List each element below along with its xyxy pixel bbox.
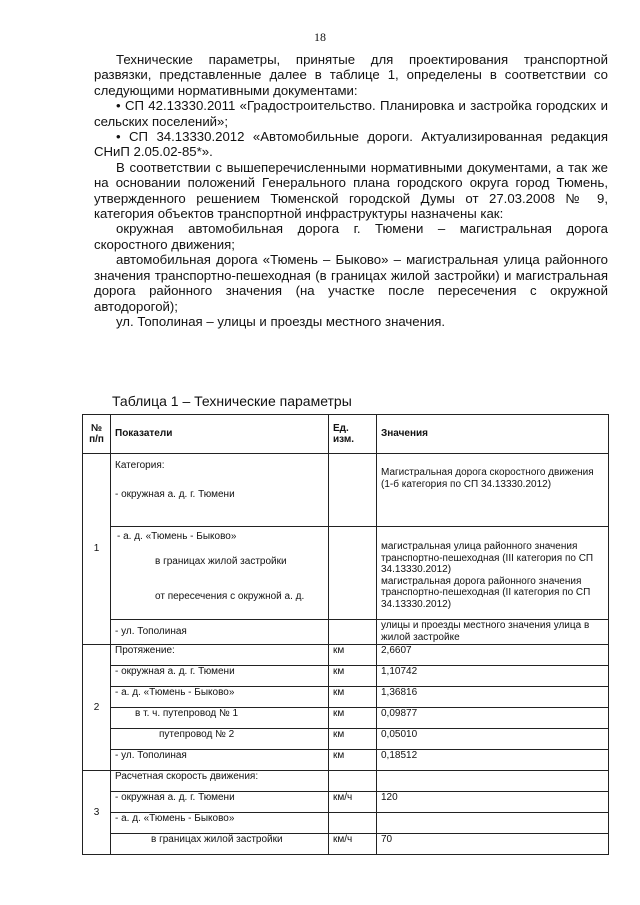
cell-value [377,454,609,527]
table-row [83,708,609,729]
cell-unit: км [329,666,377,687]
group-1-r5-label: - ул. Тополиная [115,626,187,637]
cell-value: 2,6607 [377,645,609,666]
cell-unit: км [329,687,377,708]
cell-value: 0,05010 [377,729,609,750]
table-row [83,813,609,834]
cell-unit [329,527,377,620]
group-1-title: Категория: [115,460,165,471]
cell-label: - а. д. «Тюмень - Быково» [111,813,329,834]
cell-label: - ул. Тополиная [111,750,329,771]
header-value: Значения [377,415,609,454]
cell-value: 1,36816 [377,687,609,708]
paragraph-tyumen-bykovo: автомобильная дорога «Тюмень – Быково» – магистральная улица районного значения транспортно-пешеходная (в границах жилой застройки) и магистральная дорога районного значения (на участке после пересечения с окружной автодорогой); [94,252,608,314]
group-3-num: 3 [83,771,111,855]
group-1-r1-value: Магистральная дорога скоростного движения (1-б категория по СП 34.13330.2012) [381,467,594,490]
cell-unit [329,620,377,645]
cell-label [111,527,329,620]
cell-unit [329,813,377,834]
cell-unit [329,454,377,527]
paragraph-topolinaya: ул. Тополиная – улицы и проезды местного значения. [116,313,446,329]
group-1-r3-label: в границах жилой застройки [155,555,287,567]
header-num: № п/п [83,415,111,454]
table-row [83,666,609,687]
table-row [83,792,609,813]
cell-value: 120 [377,792,609,813]
group-1-num: 1 [83,454,111,645]
cell-label: в границах жилой застройки [111,834,329,855]
table-row [83,687,609,708]
group-1-r2-label: - а. д. «Тюмень - Быково» [117,531,237,542]
table-row [83,750,609,771]
cell-value [377,771,609,792]
paragraph-ring-road: окружная автомобильная дорога г. Тюмени – магистральная дорога скоростного движения; [94,221,608,252]
parameters-table [82,414,609,855]
cell-label: путепровод № 2 [111,729,329,750]
table-row [83,527,609,620]
table-row [83,771,609,792]
cell-label: Протяжение: [111,645,329,666]
table-row [83,834,609,855]
cell-label [111,454,329,527]
body-text [94,52,608,329]
cell-unit: км [329,645,377,666]
cell-unit: км [329,729,377,750]
cell-value: 0,09877 [377,708,609,729]
cell-value [377,813,609,834]
cell-label: Расчетная скорость движения: [111,771,329,792]
cell-unit: км/ч [329,792,377,813]
cell-label: в т. ч. путепровод № 1 [111,708,329,729]
group-2-num: 2 [83,645,111,771]
cell-unit [329,771,377,792]
table-header-row [83,415,609,454]
group-1-r1-label: - окружная а. д. г. Тюмени [115,488,235,500]
table-row [83,620,609,645]
group-1-r4-value: магистральная дорога районного значения транспортно-пешеходная (II категория по СП 34.13330.2012) [381,575,591,610]
cell-value: 1,10742 [377,666,609,687]
cell-unit: км/ч [329,834,377,855]
paragraph-sp42: • СП 42.13330.2011 «Градостроительство. Планировка и застройка городских и сельских поселений»; [94,98,608,129]
header-indicator: Показатели [111,415,329,454]
page-number: 18 [314,30,326,44]
cell-label: - окружная а. д. г. Тюмени [111,792,329,813]
header-unit: Ед. изм. [329,415,377,454]
paragraph-basis: В соответствии с вышеперечисленными нормативными документами, а так же на основании положений Генерального плана городского округа город Тюмень, утвержденного решением Тюменской городской Думы от 27.03.2008 № 9, категория объектов транспортной инфраструктуры назначены как: [94,159,608,222]
cell-label [111,620,329,645]
cell-label: - а. д. «Тюмень - Быково» [111,687,329,708]
cell-value [377,527,609,620]
table-row [83,454,609,527]
group-1-r3-value: магистральная улица районного значения транспортно-пешеходная (III категория по СП 34.13330.2012) [381,541,594,575]
table-title: Таблица 1 – Технические параметры [112,393,352,409]
paragraph-intro: Технические параметры, принятые для проектирования транспортной развязки, представленные далее в таблице 1, определены в соответствии со следующими нормативными документами: [94,52,608,98]
cell-unit: км [329,708,377,729]
table-row [83,729,609,750]
table-row [83,645,609,666]
group-1-r5-value: улицы и проезды местного значения улица в жилой застройке [377,620,609,645]
cell-value: 0,18512 [377,750,609,771]
cell-unit: км [329,750,377,771]
cell-label: - окружная а. д. г. Тюмени [111,666,329,687]
paragraph-sp34: • СП 34.13330.2012 «Автомобильные дороги. Актуализированная редакция СНиП 2.05.02-85*». [94,129,608,160]
cell-value: 70 [377,834,609,855]
group-1-r4-label: от пересечения с окружной а. д. [155,591,305,602]
